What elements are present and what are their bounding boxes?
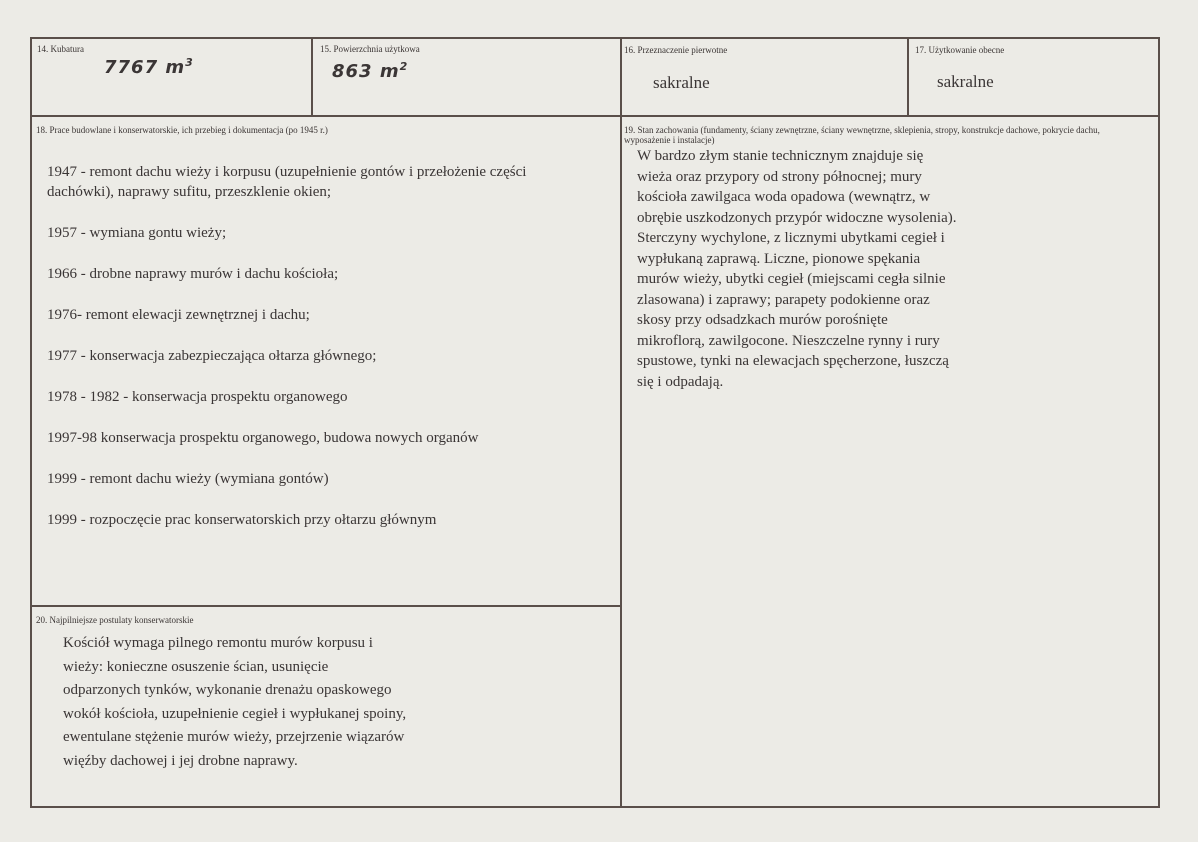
prace-item: 1976- remont elewacji zewnętrznej i dachu; xyxy=(47,307,310,323)
kubatura-label: 14. Kubatura xyxy=(37,44,84,54)
stan-text: W bardzo złym stanie technicznym znajduje się wieża oraz przypory od strony północnej; mury kościoła zawilgaca woda opadowa (wewnątrz, w obrębie uszkodzonych przypór widoczne wysolenia). Sterczyny wychylone, z licznymi ubytkami cegieł i wypłukaną zaprawą. Liczne, pionowe spękania murów wieży, ubytki cegieł (miejscami cegła silnie zlasowana) i zaprawy; parapety podokienne oraz skosy przy odsadzkach murów porośnięte mikroflorą, zawilgocone. Nieszczelne rynny i rury spustowe, tynki na elewacjach spęcherzone, łuszczą się i odpadają. xyxy=(637,148,957,390)
powierzchnia-label: 15. Powierzchnia użytkowa xyxy=(320,44,420,54)
prace-item: 1947 - remont dachu wieży i korpusu (uzupełnienie gontów i przełożenie części dachówki), naprawy sufitu, przeszklenie okien; xyxy=(47,163,527,200)
przeznaczenie-value: sakralne xyxy=(653,73,710,92)
top-rule xyxy=(30,37,1160,39)
prace-item: 1966 - drobne naprawy murów i dachu kościoła; xyxy=(47,266,339,282)
row1-divider-1 xyxy=(311,37,313,117)
prace-item: 1997-98 konserwacja prospektu organowego, budowa nowych organów xyxy=(47,430,479,446)
powierzchnia-value: 863 $m^2$ xyxy=(332,60,409,82)
stan-label: 19. Stan zachowania (fundamenty, ściany zewnętrzne, ściany wewnętrzne, sklepienia, stropy, konstrukcje dachowe, pokrycie dachu, wyposażenie i instalacje) xyxy=(624,125,1100,145)
prace-label: 18. Prace budowlane i konserwatorskie, ich przebieg i dokumentacja (po 1945 r.) xyxy=(36,125,328,135)
section20-top-rule xyxy=(30,605,622,607)
przeznaczenie-label: 16. Przeznaczenie pierwotne xyxy=(624,45,728,55)
right-rule xyxy=(1158,37,1160,808)
prace-item: 1999 - rozpoczęcie prac konserwatorskich przy ołtarzu głównym xyxy=(47,512,437,528)
row1-bottom-rule xyxy=(30,115,1160,117)
postulaty-text: Kościół wymaga pilnego remontu murów korpusu i wieży: konieczne osuszenie ścian, usunięcie odparzonych tynków, wykonanie drenażu opaskowego wokół kościoła, uzupełnienie cegieł i wypłukanej spoiny, ewentulane stężenie murów wieży, przejrzenie wiązarów więźby dachowej i jej drobne naprawy. xyxy=(63,635,407,769)
row1-divider-3 xyxy=(907,37,909,117)
prace-item: 1999 - remont dachu wieży (wymiana gontów) xyxy=(47,471,329,487)
kubatura-value: 7767 $m^3$ xyxy=(104,56,194,78)
bottom-rule xyxy=(30,806,1160,808)
center-divider xyxy=(620,37,622,808)
prace-list xyxy=(47,141,547,551)
prace-item: 1957 - wymiana gontu wieży; xyxy=(47,225,227,241)
left-rule xyxy=(30,37,32,808)
prace-item: 1978 - 1982 - konserwacja prospektu organowego xyxy=(47,389,348,405)
postulaty-label: 20. Najpilniejsze postulaty konserwatorskie xyxy=(36,615,194,625)
prace-item: 1977 - konserwacja zabezpieczająca ołtarza głównego; xyxy=(47,348,377,364)
uzytkowanie-label: 17. Użytkowanie obecne xyxy=(915,45,1005,55)
uzytkowanie-value: sakralne xyxy=(937,72,994,91)
